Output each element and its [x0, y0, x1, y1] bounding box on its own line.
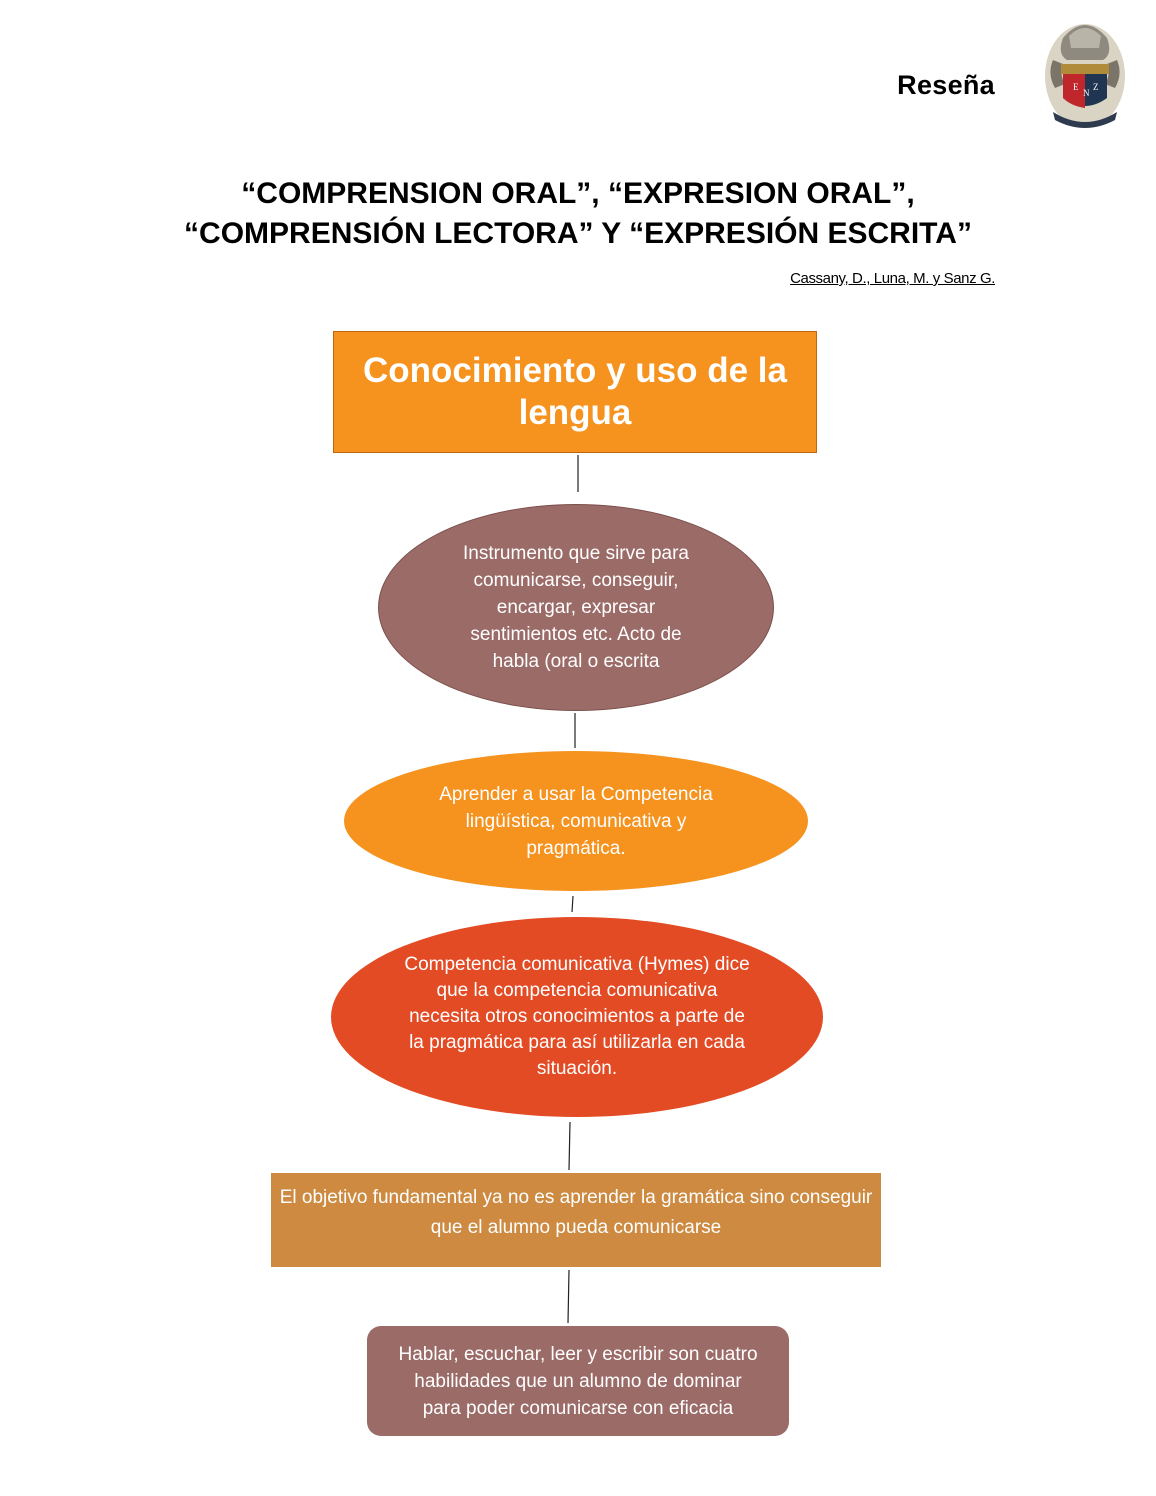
- diagram-node-habilidades-text: Hablar, escuchar, leer y escribir son cuatro habilidades que un alumno de dominar para poder comunicarse con eficacia: [398, 1343, 758, 1419]
- diagram-node-habilidades: [367, 1326, 789, 1436]
- document-label: Reseña: [897, 70, 995, 100]
- diagram-root-box: [333, 331, 817, 453]
- diagram-node-aprender: [344, 751, 808, 891]
- diagram-node-competencia: [331, 917, 823, 1117]
- crest-letter-z: Z: [1093, 82, 1099, 92]
- school-crest-logo: [1043, 14, 1127, 130]
- diagram-node-instrumento: [378, 504, 774, 711]
- diagram-node-objetivo: [271, 1173, 881, 1267]
- diagram-node-aprender-text: Aprender a usar la Competencia lingüística, comunicativa y pragmática.: [439, 783, 713, 859]
- diagram-node-instrumento-text: Instrumento que sirve para comunicarse, conseguir, encargar, expresar sentimientos etc. Acto de habla (oral o escrita: [462, 543, 689, 672]
- authors-citation: Cassany, D., Luna, M. y Sanz G.: [790, 270, 995, 287]
- connector-4: [569, 1122, 570, 1170]
- document-title-line2: “COMPRENSIÓN LECTORA” Y “EXPRESIÓN ESCRITA”: [184, 217, 972, 250]
- crest-letter-e: E: [1073, 82, 1079, 92]
- connector-3: [572, 896, 573, 912]
- diagram-node-objetivo-text: El objetivo fundamental ya no es aprender la gramática sino conseguir que el alumno pueda comunicarse: [279, 1187, 873, 1238]
- connector-5: [568, 1270, 569, 1323]
- document-title-line1: “COMPRENSION ORAL”, “EXPRESION ORAL”,: [241, 177, 915, 210]
- diagram-node-competencia-text: Competencia comunicativa (Hymes) dice que la competencia comunicativa necesita otros conocimientos a parte de la pragmática para así utilizarla en cada situación.: [404, 954, 750, 1079]
- diagram-root-text: Conocimiento y uso de la lengua: [363, 351, 787, 432]
- crest-letter-n: N: [1083, 88, 1090, 98]
